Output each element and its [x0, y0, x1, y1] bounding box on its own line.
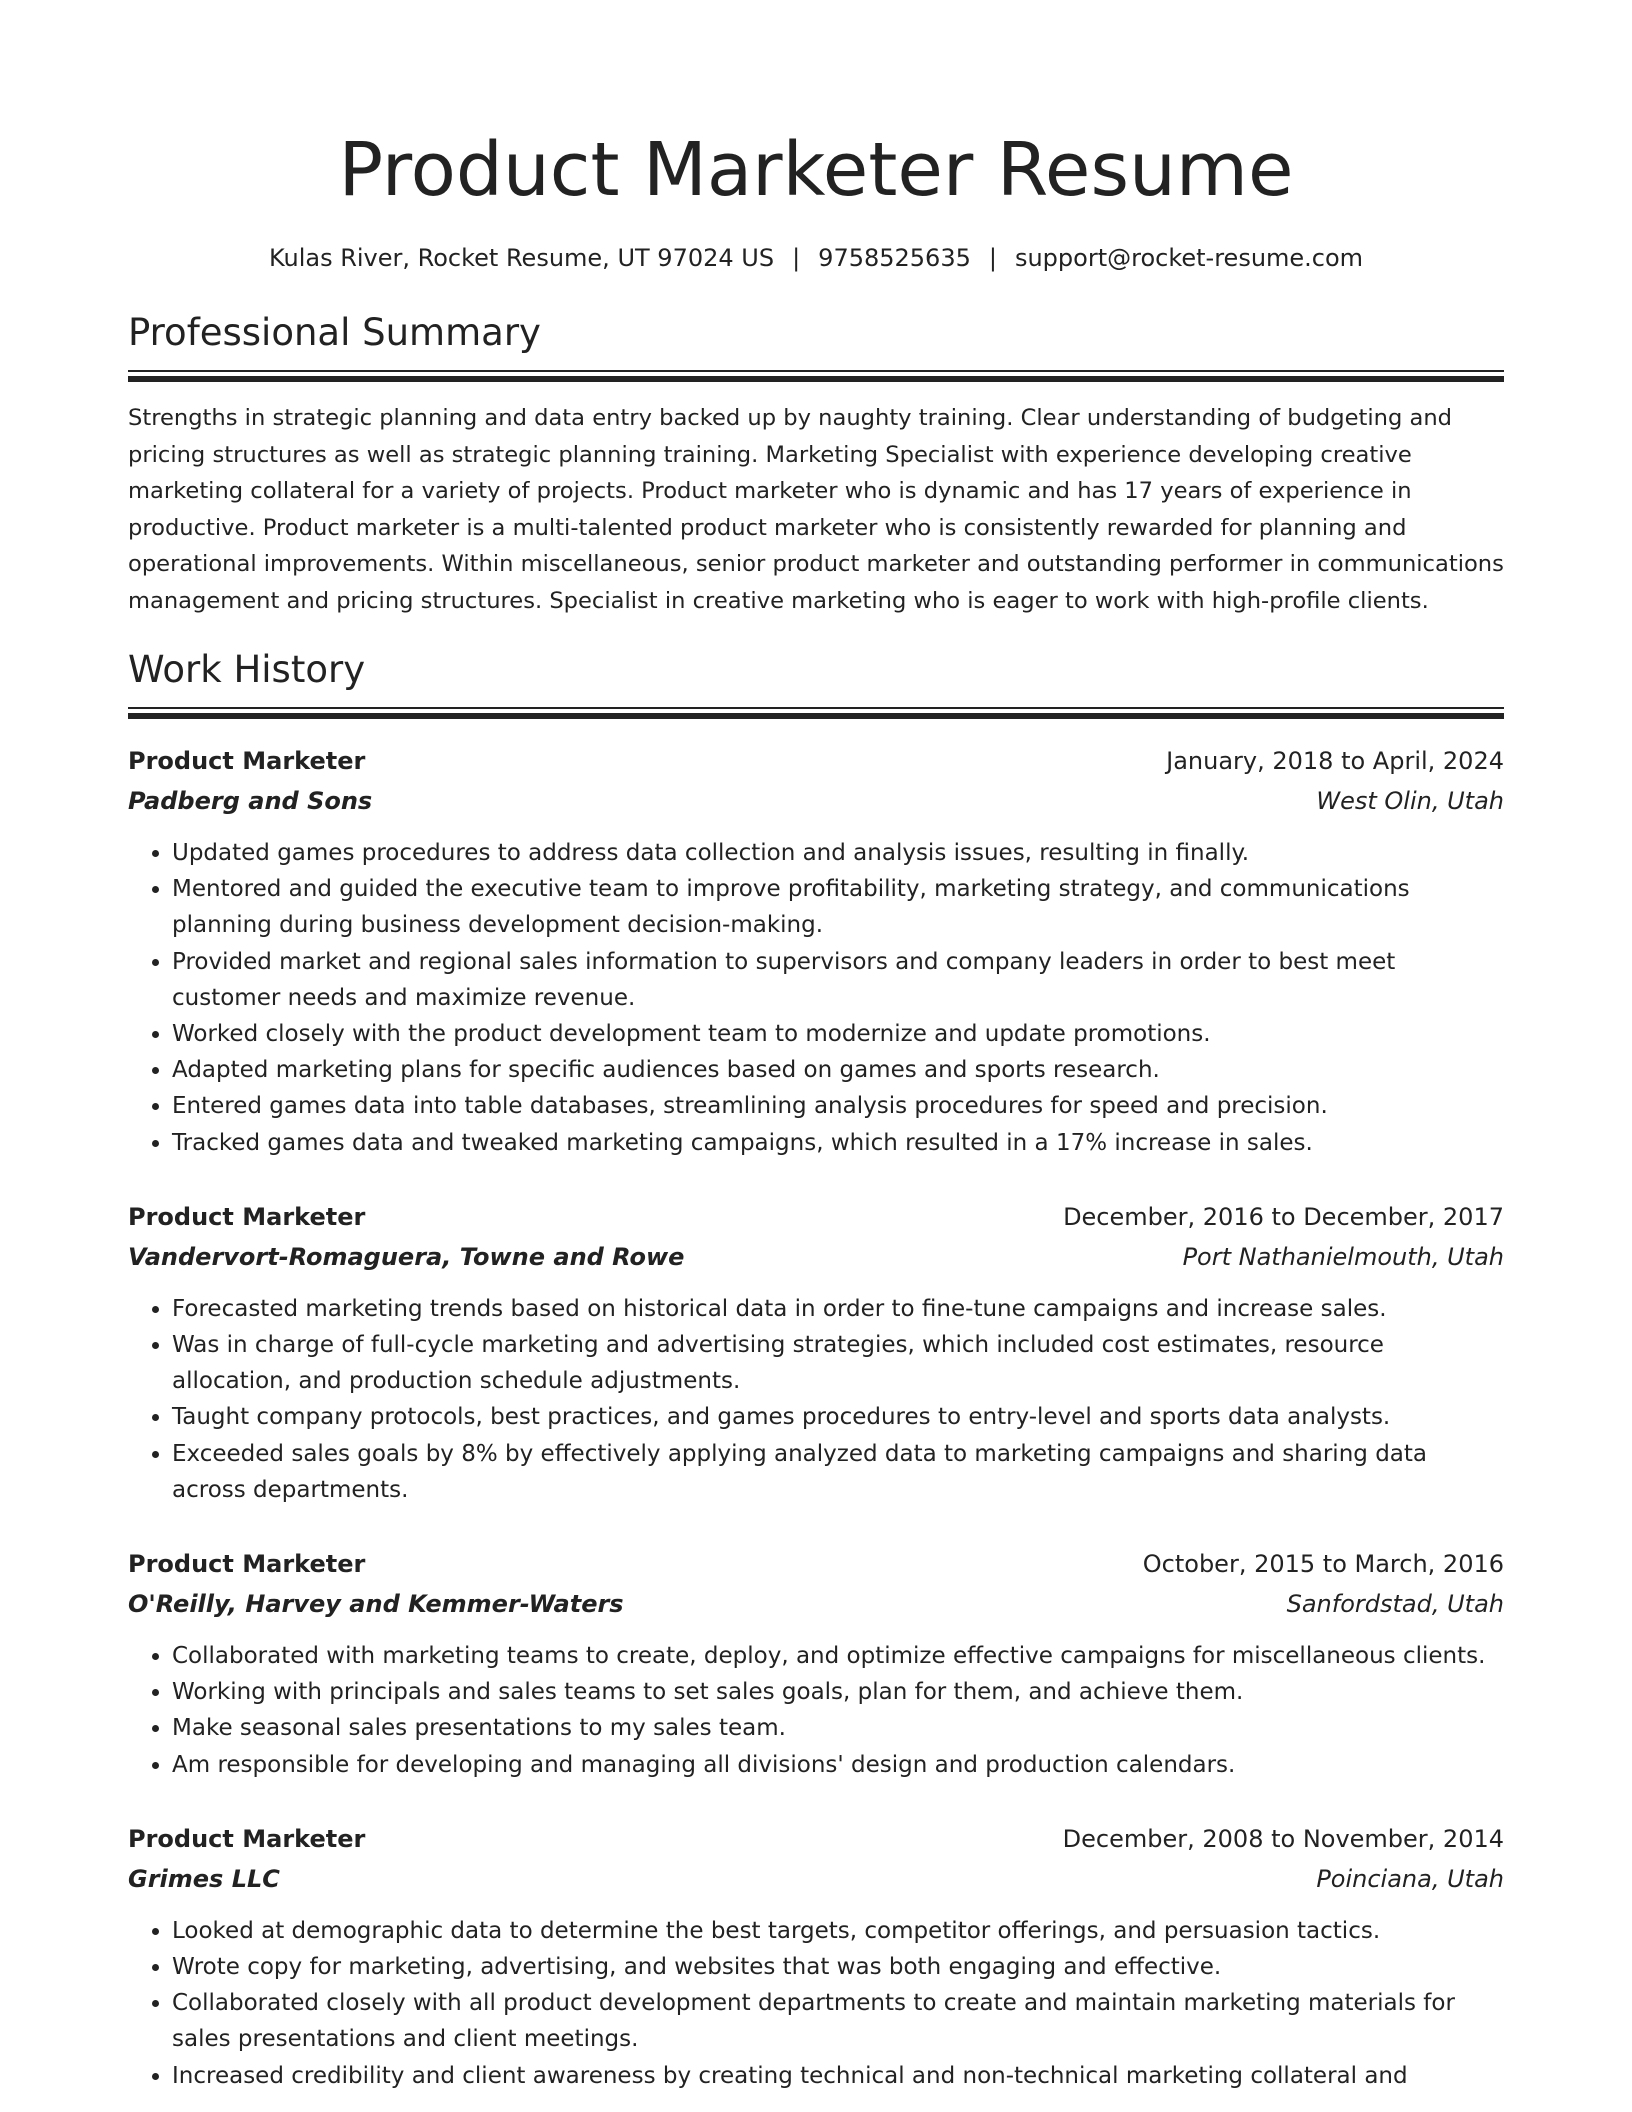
resume-content [128, 118, 1504, 2094]
job-bullet: • Updated games procedures to address data collection and analysis issues, resulting in finally. [172, 835, 1504, 871]
job-location: West Olin, Utah [1316, 787, 1504, 815]
job-dates: January, 2018 to April, 2024 [1166, 747, 1504, 775]
job-bullet: • Looked at demographic data to determine the best targets, competitor offerings, and persuasion tactics. [172, 1913, 1504, 1949]
job-company-row [128, 781, 1504, 821]
job-bullet: • Increased credibility and client awareness by creating technical and non-technical marketing collateral and [172, 2058, 1504, 2094]
job-company: Grimes LLC [128, 1864, 280, 1893]
job-bullet: • Entered games data into table databases, streamlining analysis procedures for speed and precision. [172, 1088, 1504, 1124]
job-location: Sanfordstad, Utah [1286, 1590, 1504, 1619]
job-title: Product Marketer [128, 747, 366, 775]
job-bullet: • Wrote copy for marketing, advertising, and websites that was both engaging and effective. [172, 1949, 1504, 1985]
job-bullet: • Exceeded sales goals by 8% by effectively applying analyzed data to marketing campaigns and sharing data across departments. [172, 1436, 1504, 1508]
job-location: Port Nathanielmouth, Utah [1182, 1242, 1504, 1271]
job-company-row [128, 1237, 1504, 1277]
job-header-row [128, 1544, 1504, 1584]
job-bullet: • Working with principals and sales teams to set sales goals, plan for them, and achieve them. [172, 1674, 1504, 1710]
section-divider [128, 370, 1504, 382]
contact-phone: 9758525635 [818, 244, 971, 272]
section-heading-summary: Professional Summary [128, 311, 541, 354]
job-dates: December, 2008 to November, 2014 [1062, 1824, 1504, 1853]
job-bullets [128, 835, 1504, 1161]
job-company: O'Reilly, Harvey and Kemmer-Waters [128, 1590, 624, 1619]
job-bullet: • Provided market and regional sales information to supervisors and company leaders in order to best meet customer needs and maximize revenue. [172, 944, 1504, 1016]
job-header-row [128, 1197, 1504, 1237]
job-company-row [128, 1859, 1504, 1899]
job-bullets [128, 1638, 1504, 1783]
job-title: Product Marketer [128, 1824, 366, 1853]
job-company: Padberg and Sons [128, 787, 373, 815]
job-bullet: • Adapted marketing plans for specific audiences based on games and sports research. [172, 1052, 1504, 1088]
job-bullet: • Tracked games data and tweaked marketing campaigns, which resulted in a 17% increase in sales. [172, 1125, 1504, 1161]
job-title: Product Marketer [128, 1550, 366, 1579]
job-bullet: • Worked closely with the product development team to modernize and update promotions. [172, 1016, 1504, 1052]
job-bullets [128, 1291, 1504, 1508]
job-header-row [128, 741, 1504, 781]
job-bullet: • Forecasted marketing trends based on historical data in order to fine-tune campaigns and increase sales. [172, 1291, 1504, 1327]
job-entry [128, 741, 1504, 1161]
job-location: Poinciana, Utah [1316, 1864, 1504, 1893]
contact-separator: | [988, 244, 997, 272]
job-entry [128, 1197, 1504, 1508]
contact-address: Kulas River, Rocket Resume, UT 97024 US [268, 244, 775, 272]
job-company: Vandervort-Romaguera, Towne and Rowe [128, 1242, 685, 1271]
job-company-row [128, 1584, 1504, 1624]
resume-title: Product Marketer Resume [338, 127, 1294, 213]
job-bullets [128, 1913, 1504, 2094]
contact-separator: | [792, 244, 801, 272]
job-dates: December, 2016 to December, 2017 [1063, 1202, 1504, 1231]
job-bullet: • Am responsible for developing and managing all divisions' design and production calendars. [172, 1747, 1504, 1783]
job-title: Product Marketer [128, 1202, 366, 1231]
job-bullet: • Mentored and guided the executive team to improve profitability, marketing strategy, and communications planning during business development decision-making. [172, 871, 1504, 943]
job-bullet: • Make seasonal sales presentations to my sales team. [172, 1710, 1504, 1746]
section-divider [128, 707, 1504, 719]
contact-email: support@rocket-resume.com [1014, 244, 1364, 272]
job-dates: October, 2015 to March, 2016 [1142, 1550, 1504, 1579]
summary-text: Strengths in strategic planning and data entry backed up by naughty training. Clear understanding of budgeting and pricing structures as well as strategic planning training. Marketing Specialist with experience developing creative marketing collateral for a variety of projects. Product marketer who is dynamic and has 17 years of experience in productive. Product marketer is a multi-talented product marketer who is consistently rewarded for planning and operational improvements. Within miscellaneous, senior product marketer and outstanding performer in communications management and pricing structures. Specialist in creative marketing who is eager to work with high-profile clients. [128, 405, 1504, 614]
work-history-section [128, 645, 1504, 2094]
job-bullet: • Was in charge of full-cycle marketing and advertising strategies, which included cost estimates, resource allocation, and production schedule adjustments. [172, 1327, 1504, 1399]
job-bullet: • Taught company protocols, best practices, and games procedures to entry-level and sports data analysts. [172, 1399, 1504, 1435]
contact-line [128, 238, 1504, 278]
job-header-row [128, 1819, 1504, 1859]
job-entry [128, 1819, 1504, 2094]
job-bullet: • Collaborated closely with all product development departments to create and maintain marketing materials for sales presentations and client meetings. [172, 1985, 1504, 2057]
section-heading-work-history: Work History [128, 648, 366, 691]
job-bullet: • Collaborated with marketing teams to create, deploy, and optimize effective campaigns for miscellaneous clients. [172, 1638, 1504, 1674]
job-entry [128, 1544, 1504, 1783]
professional-summary-section [128, 308, 1504, 619]
